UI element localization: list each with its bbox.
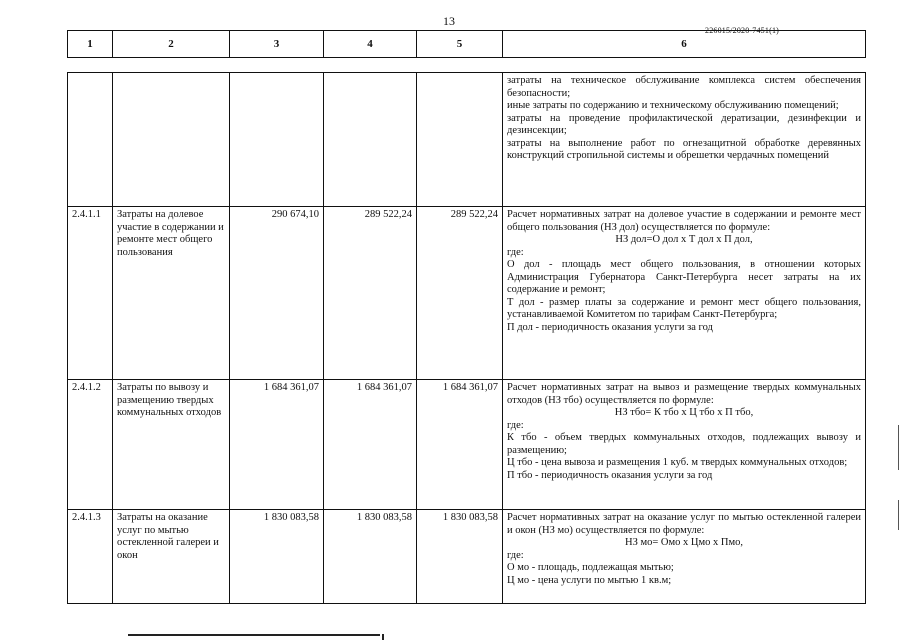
row-name: Затраты на долевое участие в содержании и ремонте мест общего пользования xyxy=(113,207,230,380)
column-header-5: 5 xyxy=(417,31,503,58)
row-value-col5: 289 522,24 xyxy=(417,207,503,380)
row-value-col3: 1 830 083,58 xyxy=(230,510,324,604)
where-label: где: xyxy=(507,246,524,258)
cell-empty xyxy=(113,73,230,207)
where-label: где: xyxy=(507,419,524,431)
where-label: где: xyxy=(507,549,524,561)
cell-empty xyxy=(68,73,113,207)
definition: К тбо - объем твердых коммунальных отходов, подлежащих вывозу и размещению; xyxy=(507,432,861,456)
row-value-col4: 289 522,24 xyxy=(324,207,417,380)
row-value-col3: 290 674,10 xyxy=(230,207,324,380)
row-name: Затраты по вывозу и размещению твердых коммунальных отходов xyxy=(113,380,230,510)
row-description xyxy=(503,510,866,604)
continuation-line: затраты на проведение профилактической дератизации, дезинфекции и дезинсекции; xyxy=(507,112,861,136)
definition: П тбо - периодичность оказания услуги за год xyxy=(507,469,713,481)
cell-empty xyxy=(230,73,324,207)
definition: О мо - площадь, подлежащая мытью; xyxy=(507,562,674,573)
row-description xyxy=(503,207,866,380)
description-lead: Расчет нормативных затрат на вывоз и размещение твердых коммунальных отходов (НЗ тбо) осуществляется по формуле: xyxy=(507,382,861,406)
continuation-line: затраты на техническое обслуживание комплекса систем обеспечения безопасности; xyxy=(507,75,861,99)
cell-empty xyxy=(324,73,417,207)
row-value-col4: 1 830 083,58 xyxy=(324,510,417,604)
definition: Ц мо - цена услуги по мытью 1 кв.м; xyxy=(507,574,672,586)
row-description xyxy=(503,380,866,510)
scan-edge-mark xyxy=(128,634,380,636)
column-header-3: 3 xyxy=(230,31,324,58)
continuation-cell xyxy=(503,73,866,207)
table-row xyxy=(68,380,866,510)
row-name: Затраты на оказание услуг по мытью остекленной галереи и окон xyxy=(113,510,230,604)
scan-edge-mark xyxy=(382,634,384,640)
row-code: 2.4.1.2 xyxy=(68,380,113,510)
scan-margin-line xyxy=(898,500,899,530)
formula: НЗ дол=О дол х Т дол х П дол, xyxy=(615,234,753,245)
table-row xyxy=(68,510,866,604)
row-value-col4: 1 684 361,07 xyxy=(324,380,417,510)
table-row-continuation xyxy=(68,73,866,207)
cell-empty xyxy=(417,73,503,207)
row-value-col5: 1 830 083,58 xyxy=(417,510,503,604)
definition: Т дол - размер платы за содержание и ремонт мест общего пользования, устанавливаемой Комитетом по тарифам Санкт-Петербурга; xyxy=(507,296,861,320)
column-header-6: 6 xyxy=(503,31,866,58)
column-header-1: 1 xyxy=(68,31,113,58)
row-code: 2.4.1.1 xyxy=(68,207,113,380)
cost-table xyxy=(67,72,866,604)
column-header-row xyxy=(68,31,866,58)
page-number: 13 xyxy=(443,14,455,28)
column-header-4: 4 xyxy=(324,31,417,58)
definition: П дол - периодичность оказания услуги за год xyxy=(507,321,713,333)
formula: НЗ мо= Омо х Цмо х Пмо, xyxy=(625,537,743,548)
description-lead: Расчет нормативных затрат на оказание услуг по мытью остекленной галереи и окон (НЗ мо) осуществляется по формуле: xyxy=(507,512,861,536)
description-lead: Расчет нормативных затрат на долевое участие в содержании и ремонте мест общего пользования (НЗ дол) осуществляется по формуле: xyxy=(507,209,861,233)
formula: НЗ тбо= К тбо х Ц тбо х П тбо, xyxy=(614,407,754,418)
document-id: 226015/2020-7451(1) xyxy=(705,26,780,35)
continuation-line: затраты на выполнение работ по огнезащитной обработке деревянных конструкций стропильной системы и обрешетки чердачных помещений xyxy=(507,137,861,161)
column-header-table xyxy=(67,30,866,58)
scan-margin-line xyxy=(898,425,899,470)
table-row xyxy=(68,207,866,380)
row-value-col5: 1 684 361,07 xyxy=(417,380,503,510)
definition: Ц тбо - цена вывоза и размещения 1 куб. м твердых коммунальных отходов; xyxy=(507,457,848,468)
column-header-2: 2 xyxy=(113,31,230,58)
row-code: 2.4.1.3 xyxy=(68,510,113,604)
definition: О дол - площадь мест общего пользования, в отношении которых Администрация Губернатора Санкт-Петербурга несет затраты на их содержание и ремонт; xyxy=(507,259,861,295)
continuation-line: иные затраты по содержанию и техническому обслуживанию помещений; xyxy=(507,100,839,111)
row-value-col3: 1 684 361,07 xyxy=(230,380,324,510)
